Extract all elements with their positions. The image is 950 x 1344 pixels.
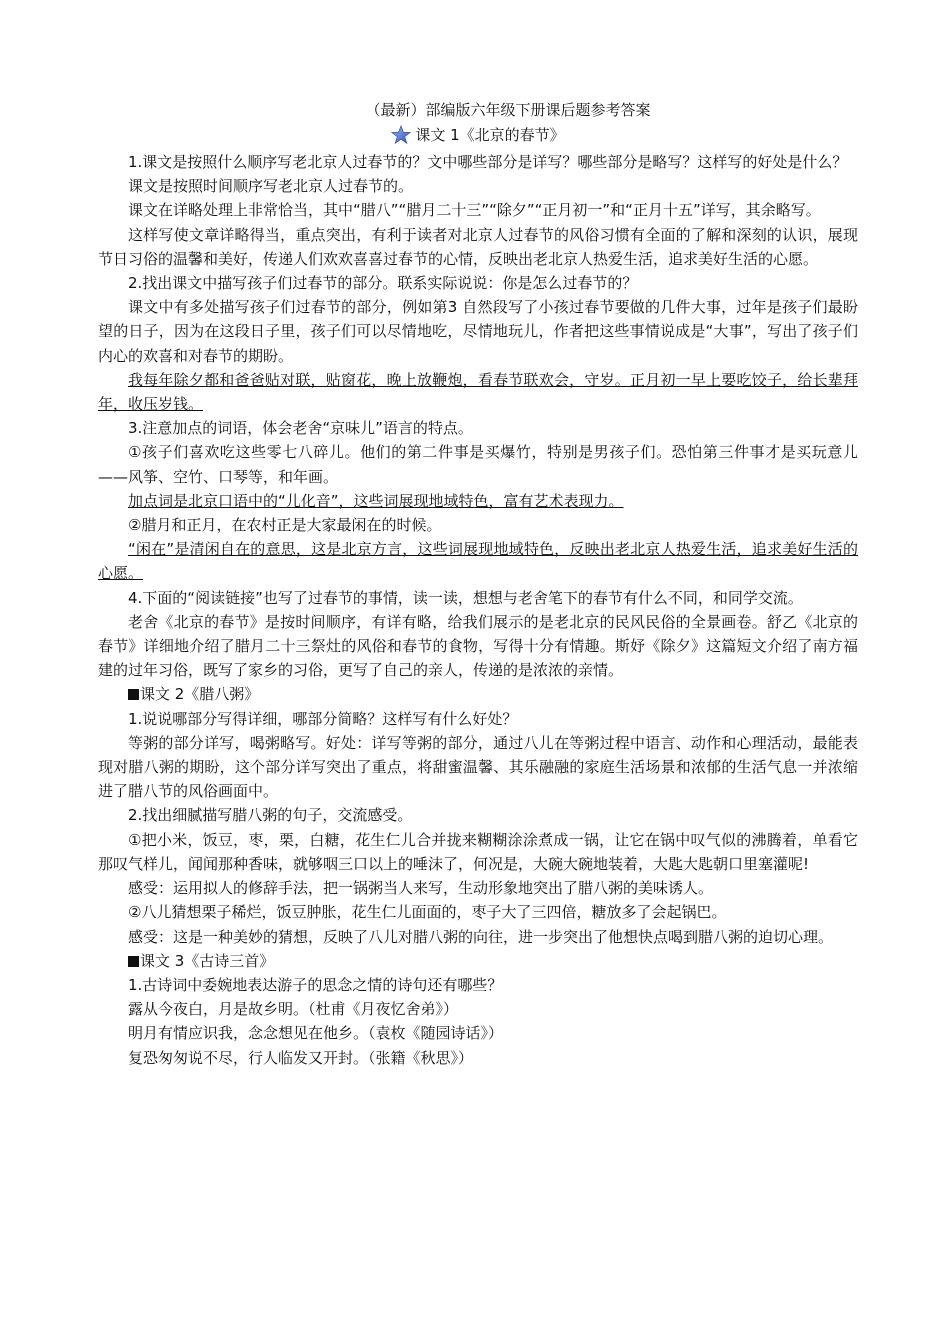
star-icon (391, 125, 411, 145)
l2-answer-1: 等粥的部分详写，喝粥略写。好处：详写等粥的部分，通过八儿在等粥过程中语言、动作和心理活动，最能表现对腊八粥的期盼，这个部分详写突出了重点，将甜蜜温馨、其乐融融的家庭生活场景和浓郁的生活气息一并浓缩进了腊八节的风俗画面中。 (98, 733, 858, 801)
answer-1-benefit: 这样写使文章详略得当，重点突出，有利于读者对北京人过春节的风俗习惯有全面的了解和深刻的认识，展现节日习俗的温馨和美好，传递人们欢欢喜喜过春节的心情，反映出老北京人热爱生活，追求美好生活的心愿。 (98, 225, 858, 268)
poem-line-2: 明月有情应识我，念念想见在他乡。（袁枚《随园诗话》） (128, 1024, 504, 1043)
lesson-2-title: 课文 2《腊八粥》 (140, 685, 260, 704)
lesson-3-heading (98, 949, 858, 973)
lesson-3-title: 课文 3《古诗三首》 (140, 951, 275, 970)
question-2: 2.找出课文中描写孩子们过春节的部分。联系实际说说：你是怎么过春节的？ (128, 274, 638, 293)
poem-line-1: 露从今夜白，月是故乡明。（杜甫《月夜忆舍弟》） (128, 1000, 459, 1019)
answer-3-1: 加点词是北京口语中的“儿化音”，这些词展现地域特色，富有艺术表现力。 (128, 491, 624, 510)
document-page (98, 100, 858, 1070)
answer-2: 课文中有多处描写孩子们过春节的部分，例如第3 自然段写了小孩过春节要做的几件大事，过年是孩子们最盼望的日子，因为在这段日子里，孩子们可以尽情地吃，尽情地玩儿，作者把这些事情说成是“大事”，写出了孩子们内心的欢喜和对春节的期盼。 (98, 298, 858, 365)
l3-question-1: 1.古诗词中委婉地表达游子的思念之情的诗句还有哪些？ (128, 975, 503, 994)
question-4: 4.下面的“阅读链接”也写了过春节的事情，读一读，想想与老舍笔下的春节有什么不同，和同学交流。 (128, 588, 803, 607)
example-3-1: ①孩子们喜欢吃这些零七八碎儿。他们的第二件事是买爆竹，特别是男孩子们。恐怕第三件事才是买玩意儿——风筝、空竹、口琴等，和年画。 (98, 443, 858, 486)
l2-example-1: ①把小米，饭豆，枣，栗，白糖，花生仁儿合并拢来糊糊涂涂煮成一锅，让它在锅中叹气似的沸腾着，单看它那叹气样儿，闻闻那种香味，就够咽三口以上的唾沫了，何况是，大碗大碗地装着，大匙大匙朝口里塞灌呢! (98, 830, 858, 873)
answer-2-personal: 我每年除夕都和爸爸贴对联，贴窗花，晚上放鞭炮，看春节联欢会，守岁。正月初一早上要吃饺子，给长辈拜年，收压岁钱。 (98, 370, 858, 414)
poem-line-3: 复恐匆匆说不尽，行人临发又开封。（张籍《秋思》） (128, 1048, 474, 1067)
answer-4: 老舍《北京的春节》是按时间顺序，有详有略，给我们展示的是老北京的民风民俗的全景画卷。舒乙《北京的春节》详细地介绍了腊月二十三祭灶的风俗和春节的食物，写得十分有情趣。斯妤《除夕》这篇短文介绍了南方福建的过年习俗，既写了家乡的习俗，更写了自己的亲人，传递的是浓浓的亲情。 (98, 612, 858, 680)
question-1: 1.课文是按照什么顺序写老北京人过春节的？文中哪些部分是详写？哪些部分是略写？这样写的好处是什么？ (128, 153, 848, 171)
l2-example-2: ②八儿猜想栗子稀烂，饭豆肿胀，花生仁儿面面的，枣子大了三四倍，糖放多了会起锅巴。 (128, 903, 727, 922)
square-bullet-icon (128, 689, 139, 700)
l2-question-1: 1.说说哪部分写得详细，哪部分简略？这样写有什么好处？ (128, 709, 518, 728)
answer-1-order: 课文是按照时间顺序写老北京人过春节的。 (128, 177, 414, 196)
square-bullet-icon (128, 956, 139, 967)
lesson-1-title: 课文 1《北京的春节》 (415, 126, 565, 144)
answer-3-2: “闲在”是清闲自在的意思，这是北京方言，这些词展现地域特色，反映出老北京人热爱生活，追求美好生活的心愿。 (98, 540, 858, 583)
l2-feeling-2: 感受：这是一种美妙的猜想，反映了八儿对腊八粥的向往，进一步突出了他想快点喝到腊八粥的迫切心理。 (128, 927, 834, 946)
document-title: （最新）部编版六年级下册课后题参考答案 (365, 101, 651, 119)
lesson-2-heading (98, 682, 858, 706)
question-3: 3.注意加点的词语，体会老舍“京味儿”语言的特点。 (128, 419, 473, 438)
example-3-2: ②腊月和正月，在农村正是大家最闲在的时候。 (128, 516, 442, 535)
lesson-1-heading (98, 124, 858, 146)
l2-question-2: 2.找出细腻描写腊八粥的句子，交流感受。 (128, 806, 413, 825)
answer-1-detail: 课文在详略处理上非常恰当，其中“腊八”“腊月二十三”“除夕”“正月初一”和“正月十五”详写，其余略写。 (128, 201, 821, 220)
l2-feeling-1: 感受：运用拟人的修辞手法，把一锅粥当人来写，生动形象地突出了腊八粥的美味诱人。 (128, 879, 714, 898)
